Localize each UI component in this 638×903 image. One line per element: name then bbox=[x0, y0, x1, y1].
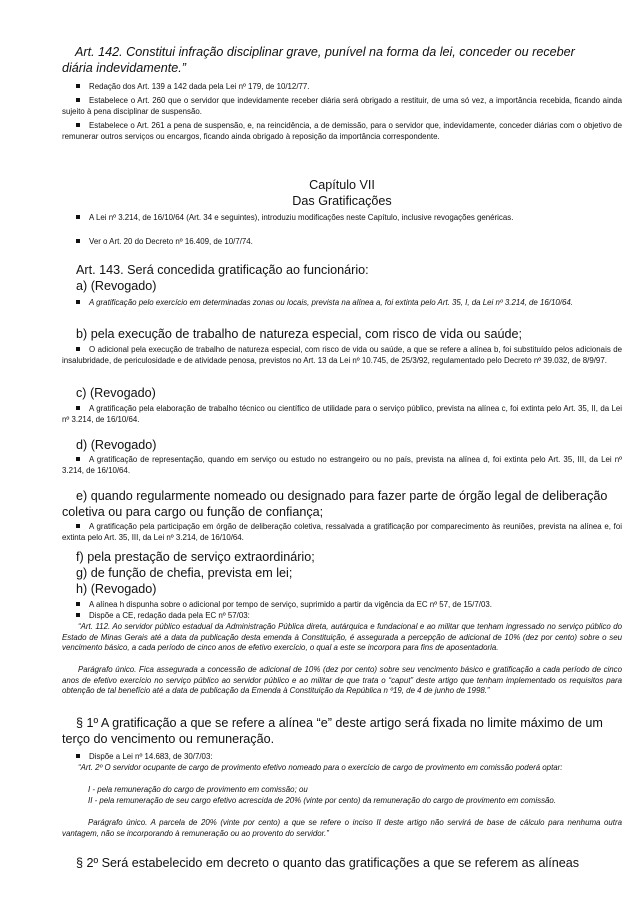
art-142-line-1: Art. 142. Constitui infração disciplinar grave, punível na forma da lei, conceder ou receber bbox=[75, 45, 575, 59]
art-142-note-3: Estabelece o Art. 261 a pena de suspensão, e, na reincidência, a de demissão, para o servidor que, indevidamente, conceder diárias com o objetivo de remunerar outros serviços ou encargos, ficando ainda obrigado à reposição da importância correspondente. bbox=[62, 121, 622, 141]
art-142-note-2: Estabelece o Art. 260 que o servidor que indevidamente receber diária será obrigado a restituir, de uma só vez, a importância recebida, ficando ainda sujeito à pena disciplinar de suspensão. bbox=[62, 96, 622, 116]
art-143-heading: Art. 143. Será concedida gratificação ao funcionário: bbox=[76, 263, 369, 277]
art-143-paragraph-1: § 1º A gratificação a que se refere a alínea “e” deste artigo será fixada no limite máximo de um terço do vencimento ou remuneração. bbox=[62, 716, 603, 746]
art-143-item-h-note-1: A alínea h dispunha sobre o adicional por tempo de serviço, suprimido a partir da vigência da EC nº 57, de 15/7/03. bbox=[62, 600, 622, 611]
art-143-item-c-note: A gratificação pela elaboração de trabalho técnico ou científico de utilidade para o serviço público, prevista na alínea c, foi extinta pelo Art. 35, II, da Lei nº 3.214, de 16/10/64. bbox=[62, 404, 622, 424]
art-143-item-e: e) quando regularmente nomeado ou designado para fazer parte de órgão legal de deliberação coletiva ou para cargo ou função de confiança; bbox=[62, 489, 608, 519]
art-143-paragraph-1-note: Dispõe a Lei nº 14.683, de 30/7/03: bbox=[62, 752, 622, 763]
chapter-note-2: Ver o Art. 20 do Decreto nº 16.409, de 10/7/74. bbox=[62, 237, 622, 248]
lei-14683-inciso-i: I - pela remuneração do cargo de provimento em comissão; ou bbox=[88, 785, 308, 794]
ce-art-112-quote: “Art. 112. Ao servidor público estadual da Administração Pública direta, autárquica e fundacional e ao militar que tenham ingressado no serviço público do Estado de Minas Gerais até a data da publicação desta emenda à Constituição, é assegurada a percepção de adicional de 10% (dez por cento) sobre o seu vencimento básico, a cada período de cinco anos de efetivo exercício, o qual a este se incorpora para fins de aposentadoria. bbox=[62, 622, 622, 653]
art-143-item-h-note-2: Dispõe a CE, redação dada pela EC nº 57/03: bbox=[62, 611, 622, 622]
chapter-title: Das Gratificações bbox=[292, 194, 392, 208]
art-143-item-e-note: A gratificação pela participação em órgão de deliberação coletiva, ressalvada a gratificação por comparecimento às reuniões, prevista na alínea e, foi extinta pelo Art. 35, III, da Lei nº 3.214, de 16/10/64. bbox=[62, 522, 622, 542]
art-142-note-1: Redação dos Art. 139 a 142 dada pela Lei nº 179, de 10/12/77. bbox=[62, 82, 622, 93]
lei-14683-inciso-ii: II - pela remuneração de seu cargo efetivo acrescida de 20% (vinte por cento) da remuneração do cargo de provimento em comissão. bbox=[88, 796, 556, 805]
chapter-number: Capítulo VII bbox=[309, 178, 375, 192]
art-143-item-g: g) de função de chefia, prevista em lei; bbox=[76, 566, 293, 580]
art-143-item-a: a) (Revogado) bbox=[76, 279, 157, 293]
lei-14683-paragrafo-unico: Parágrafo único. A parcela de 20% (vinte por cento) a que se refere o inciso II deste artigo não servirá de base de cálculo para nenhuma outra vantagem, não se incorporando à remuneração ou ao provento do servidor.” bbox=[62, 818, 622, 838]
art-143-item-a-note: A gratificação pelo exercício em determinadas zonas ou locais, prevista na alínea a, foi extinta pelo Art. 35, I, da Lei nº 3.214, de 16/10/64. bbox=[62, 298, 622, 309]
art-142-line-2: diária indevidamente.” bbox=[62, 61, 186, 75]
art-143-item-d-note: A gratificação de representação, quando em serviço ou estudo no estrangeiro ou no país, prevista na alínea d, foi extinta pelo Art. 35, III, da Lei nº 3.214, de 16/10/64. bbox=[62, 455, 622, 475]
art-143-paragraph-2: § 2º Será estabelecido em decreto o quanto das gratificações a que se referem as alíneas bbox=[76, 856, 580, 870]
art-143-item-f: f) pela prestação de serviço extraordinário; bbox=[76, 550, 315, 564]
art-143-item-h: h) (Revogado) bbox=[76, 582, 157, 596]
art-143-item-b: b) pela execução de trabalho de natureza especial, com risco de vida ou saúde; bbox=[76, 327, 522, 341]
art-143-item-d: d) (Revogado) bbox=[76, 438, 157, 452]
art-143-item-b-note: O adicional pela execução de trabalho de natureza especial, com risco de vida ou saúde, a que se refere a alínea b, foi substituído pelos adicionais de insalubridade, de periculosidade e de atividade penosa, previstos no Art. 13 da Lei nº 10.745, de 25/3/92, regulamentado pelo Decreto nº 39.032, de 8/9/97. bbox=[62, 345, 622, 365]
chapter-note-1: A Lei nº 3.214, de 16/10/64 (Art. 34 e seguintes), introduziu modificações neste Capítulo, inclusive revogações genéricas. bbox=[62, 213, 622, 224]
art-143-item-c: c) (Revogado) bbox=[76, 386, 156, 400]
lei-14683-art-2-quote: “Art. 2º O servidor ocupante de cargo de provimento efetivo nomeado para o exercício de cargo de provimento em comissão poderá optar: bbox=[78, 763, 563, 772]
ce-paragrafo-unico-quote: Parágrafo único. Fica assegurada a concessão de adicional de 10% (dez por cento) sobre seu vencimento básico e gratificação a cada período de cinco anos de efetivo exercício no serviço público ao servidor público e ao militar de que trata o “caput” deste artigo que tenham implementado os requisitos para obtenção de tal benefício até a data de publicação da Emenda à Constituição da República n º19, de 4 de junho de 1998.” bbox=[62, 665, 622, 696]
